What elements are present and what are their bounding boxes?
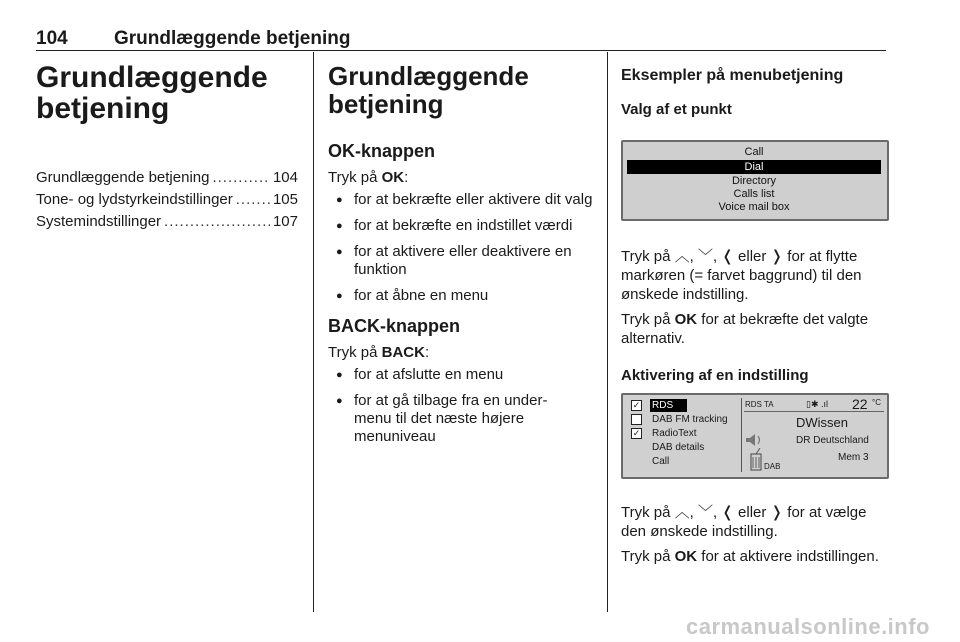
examples-heading: Eksempler på menubetjening [621, 67, 844, 84]
ok-heading: OK-knappen [328, 141, 436, 161]
instruction-text: for at aktivere indstillingen. [697, 548, 879, 565]
memory-slot: Mem 3 [838, 452, 869, 463]
back-key: BACK [381, 344, 425, 361]
back-bullet-list [328, 366, 594, 446]
ok-key: OK [674, 548, 698, 565]
toc-item[interactable] [36, 189, 298, 211]
menu-label: DAB details [652, 442, 705, 453]
dab-label: DAB [764, 462, 781, 471]
right-column-text-2 [621, 503, 887, 566]
toc-page: 107 [272, 213, 298, 230]
menu-item[interactable]: Voice mail box [718, 201, 790, 213]
section-title-line1: Grundlæggende [328, 61, 529, 91]
menu-item[interactable]: Calls list [733, 188, 775, 200]
chapter-title-line1: Grundlæggende [36, 61, 268, 94]
ok-intro [328, 168, 594, 187]
temperature-unit: °C [872, 398, 881, 407]
header-title: Grundlæggende betjening [114, 28, 351, 49]
screen-title: Call [744, 146, 764, 158]
instruction-text: Tryk på [621, 548, 675, 565]
menu-label: DAB FM tracking [652, 414, 728, 425]
ok-intro-colon: : [404, 169, 409, 186]
instruction-select-setting: Tryk på ︿, ﹀, ❬ eller ❭ for at vælge den ønskede indstilling. [621, 504, 867, 540]
menu-label: RadioText [652, 428, 697, 439]
menu-label-selected: RDS [650, 399, 687, 412]
instruction-move-cursor: Tryk på ︿, ﹀, ❬ eller ❭ for at flytte markøren (= farvet baggrund) til den ønskede indstilling. [621, 248, 862, 303]
table-of-contents [36, 167, 298, 233]
toc-leader [236, 189, 270, 211]
back-intro-colon: : [424, 344, 430, 361]
list-item: ● for at gå tilbage fra en undermenu til det næste højere menuniveau [328, 392, 594, 446]
instruction-confirm [621, 310, 887, 348]
instruction-text: Tryk på [621, 311, 675, 328]
middle-column [328, 62, 594, 454]
settings-menu [626, 398, 738, 472]
toc-leader [212, 167, 270, 189]
checkbox-checked-icon[interactable]: ✓ [632, 428, 641, 438]
subheading-activate-setting: Aktivering af en indstilling [621, 367, 809, 384]
right-column-text-1 [621, 247, 887, 386]
back-intro-text: Tryk på [328, 344, 382, 361]
menu-row[interactable] [626, 441, 738, 454]
instruction-text: for at bekræfte det valgte alternativ. [621, 311, 869, 347]
column-divider-1 [313, 52, 314, 612]
menu-row-rds[interactable] [626, 399, 738, 412]
ok-key: OK [381, 169, 405, 186]
temperature-value: 22 [852, 396, 868, 412]
display-screenshot-call-menu [621, 140, 889, 221]
instruction-activate [621, 547, 887, 566]
subheading-select-item: Valg af et punkt [621, 101, 732, 118]
page-header [36, 26, 886, 51]
checkbox-checked-icon[interactable]: ✓ [632, 400, 641, 410]
ok-key: OK [674, 311, 698, 328]
station-name: DWissen [796, 415, 849, 430]
ok-bullet-list [328, 191, 594, 305]
toc-item[interactable] [36, 167, 298, 189]
ok-intro-text: Tryk på [328, 169, 382, 186]
toc-page: 104 [272, 169, 298, 186]
list-item: ● for at bekræfte en indstillet værdi [328, 217, 594, 235]
display-screenshot-radio-settings [621, 393, 889, 479]
back-heading: BACK-knappen [328, 316, 461, 336]
list-item: ● for at afslutte en menu [328, 366, 594, 384]
status-rds-ta: RDS TA [745, 400, 774, 409]
watermark: carmanualsonline.info [686, 614, 930, 639]
toc-label: Tone- og lydstyrkeindstillinger [36, 191, 233, 208]
back-intro [328, 343, 594, 362]
toc-page: 105 [272, 191, 298, 208]
right-column [621, 66, 887, 120]
menu-row[interactable] [626, 455, 738, 468]
toc-label: Systemindstillinger [36, 213, 162, 230]
checkbox-unchecked-icon[interactable] [631, 414, 642, 425]
dab-radio-icon [750, 448, 781, 472]
section-title-line2: betjening [328, 89, 444, 119]
list-item: ● for at bekræfte eller aktivere dit valg [328, 191, 594, 209]
left-column [36, 62, 298, 233]
toc-label: Grundlæggende betjening [36, 169, 210, 186]
menu-label: Call [652, 456, 670, 467]
page-number: 104 [36, 28, 68, 49]
status-bar [744, 398, 884, 412]
list-item: ● for at aktivere eller deaktivere en funktion [328, 243, 594, 279]
toc-leader [164, 211, 270, 233]
phone-signal-icon: ▯✱ .ıl [806, 399, 828, 409]
menu-row[interactable] [626, 413, 738, 426]
column-divider-2 [607, 52, 608, 612]
list-item: ● for at åbne en menu [328, 287, 594, 305]
radio-info-panel [744, 398, 884, 474]
chapter-title-line2: betjening [36, 92, 170, 125]
menu-row[interactable] [626, 427, 738, 440]
menu-item-selected[interactable]: Dial [627, 160, 881, 174]
toc-item[interactable] [36, 211, 298, 233]
screen-divider [741, 398, 742, 472]
ensemble-name: DR Deutschland [796, 435, 869, 446]
menu-item[interactable]: Directory [731, 175, 776, 187]
